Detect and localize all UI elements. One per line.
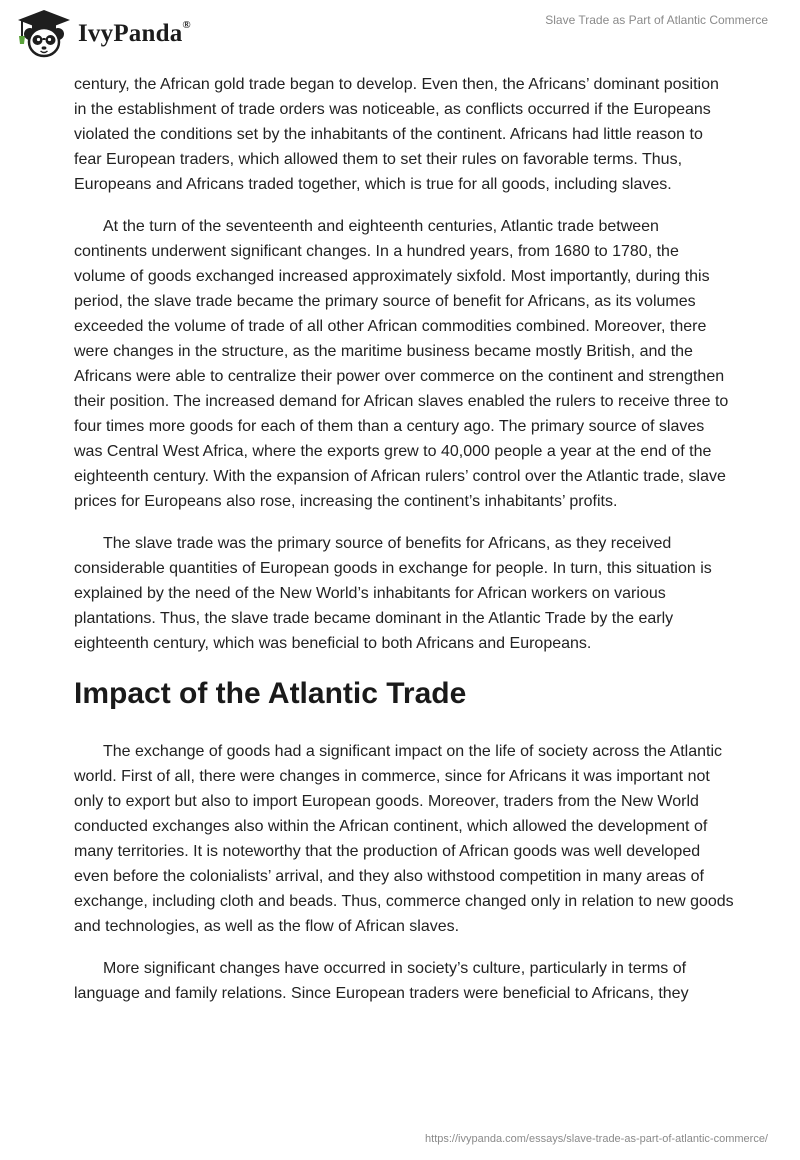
paragraph: The slave trade was the primary source of benefits for Africans, as they received considerable quantities of European goods in exchange for people. In turn, this situation is explained by the need of the New World’s inhabitants for African workers on various plantations. Thus, the slave trade became dominant in the Atlantic Trade by the early eighteenth century, which was beneficial to both Africans and Europeans. bbox=[74, 535, 712, 652]
paragraph-continuation: century, the African gold trade began to develop. Even then, the Africans’ dominant position in the establishment of trade orders was noticeable, as conflicts occurred if the Europeans violated the conditions set by the inhabitants of the continent. Africans had little reason to fear European traders, which allowed them to set their rules on favorable terms. Thus, Europeans and Africans traded together, which is true for all goods, including slaves. bbox=[74, 76, 719, 193]
panda-graduation-cap-icon bbox=[14, 8, 74, 60]
section-heading: Impact of the Atlantic Trade bbox=[74, 677, 467, 710]
document-title: Slave Trade as Part of Atlantic Commerce bbox=[545, 13, 768, 27]
paragraph: The exchange of goods had a significant impact on the life of society across the Atlantic world. First of all, there were changes in commerce, since for Africans it was important not only to export but also to import European goods. Moreover, traders from the New World conducted exchanges also within the African continent, which allowed the development of many territories. It is noteworthy that the production of African goods was well developed even before the colonialists’ arrival, and they also withstood competition in many areas of exchange, including cloth and beads. Thus, commerce changed only in relation to new goods and technologies, as well as the flow of African slaves. bbox=[74, 743, 734, 935]
brand-logo[interactable] bbox=[14, 8, 191, 60]
paragraph: At the turn of the seventeenth and eighteenth centuries, Atlantic trade between continents underwent significant changes. In a hundred years, from 1680 to 1780, the volume of goods exchanged increased approximately sixfold. Most importantly, during this period, the slave trade became the primary source of benefit for Africans, as its volumes exceeded the volume of trade of all other African commodities combined. Moreover, there were changes in the structure, as the maritime business became mostly British, and the Africans were able to centralize their power over commerce on the continent and strengthen their position. The increased demand for African slaves enabled the rulers to receive three to four times more goods for each of them than a century ago. The primary source of slaves was Central West Africa, where the exports grew to 40,000 people a year at the end of the eighteenth century. With the expansion of African rulers’ control over the Atlantic trade, slave prices for Europeans also rose, increasing the continent’s inhabitants’ profits. bbox=[74, 218, 729, 510]
brand-name: IvyPanda® bbox=[78, 18, 191, 47]
registered-mark: ® bbox=[182, 18, 191, 31]
essay-content bbox=[74, 72, 734, 1023]
page-header bbox=[0, 0, 800, 70]
paragraph: More significant changes have occurred in society’s culture, particularly in terms of language and family relations. Since European traders were beneficial to Africans, they bbox=[74, 960, 689, 1002]
source-url-link[interactable]: https://ivypanda.com/essays/slave-trade-as-part-of-atlantic-commerce/ bbox=[425, 1133, 768, 1145]
